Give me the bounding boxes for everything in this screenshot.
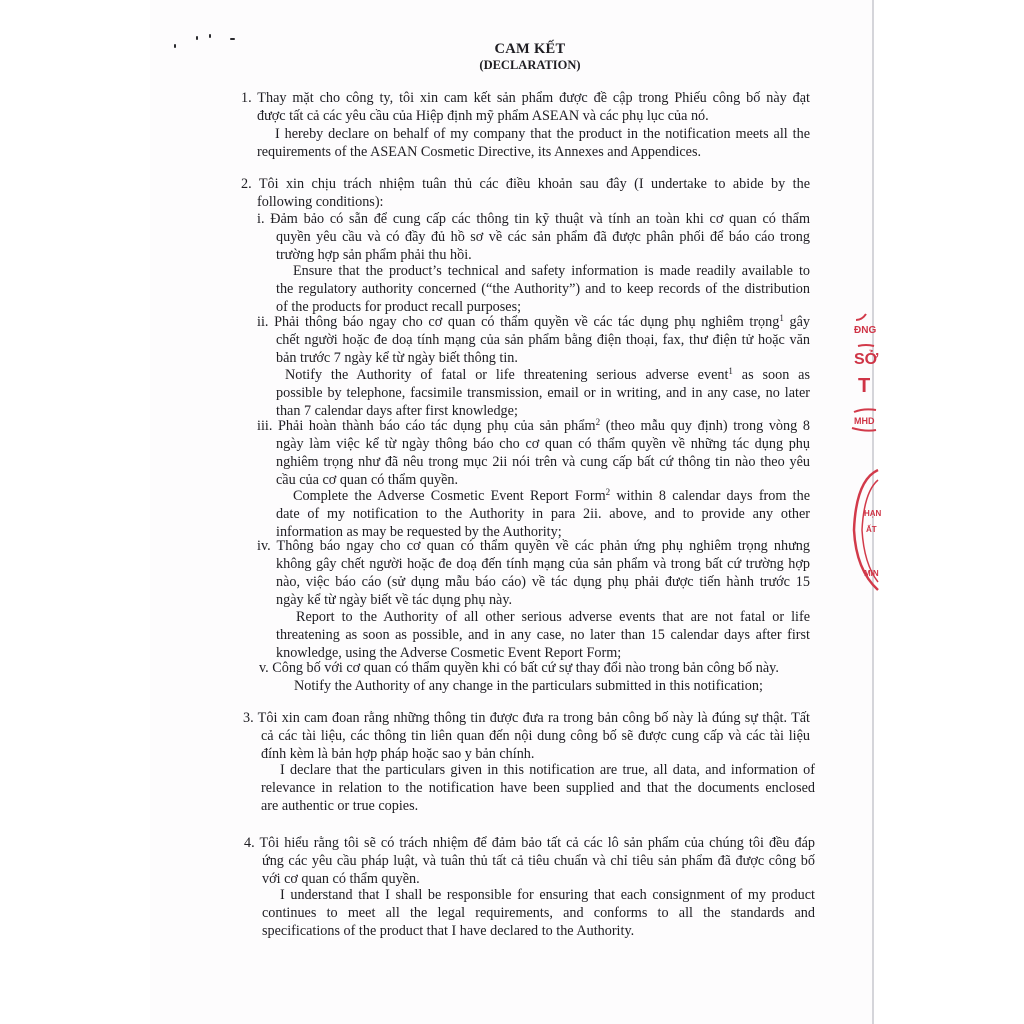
item-i-vn: quyền yêu cầu và có đầy đủ hồ sơ về các sản phẩm đã được phân phối để báo cáo trong (276, 229, 810, 245)
section-1-vn: được tất cả các yêu cầu của Hiệp định mỹ phẩm ASEAN và các phụ lục của nó. (257, 108, 709, 124)
item-i-vn: trường hợp sản phẩm phải thu hồi. (276, 247, 472, 263)
stamp-text: ẤT (866, 525, 877, 534)
section-3-vn: đính kèm là bản hợp pháp hoặc sao y bản chính. (261, 746, 535, 762)
item-i-en: Ensure that the product’s technical and safety information is made readily available to (293, 263, 810, 279)
item-iii-en: information as may be requested by the Authority; (276, 524, 562, 540)
item-ii-vn: bản trước 7 ngày kể từ ngày biết thông tin. (276, 350, 518, 366)
line-text: within 8 calendar days from the (610, 488, 810, 504)
document-title: CAM KẾT (494, 41, 566, 57)
item-ii-vn (257, 313, 810, 331)
section-1-vn: 1. Thay mặt cho công ty, tôi xin cam kết sản phẩm được đề cập trong Phiếu công bố này đạt (241, 90, 810, 106)
section-4-en: continues to meet all the legal requirements, and conforms to all the standards and (262, 905, 815, 921)
item-iii-en (293, 487, 810, 505)
section-3-vn: cả các tài liệu, các thông tin liên quan đến nội dung công bố sẽ được cung cấp và các tài liệu (261, 728, 810, 744)
stamp-text: ĐNG (854, 325, 877, 336)
item-iii-en: date of my notification to the Authority in para 2ii. above, and to provide any other (276, 506, 810, 522)
footnote-mark: 2 (605, 487, 611, 497)
line-text: Complete the Adverse Cosmetic Event Report Form (293, 488, 606, 504)
item-i-en: of the products for product recall purposes; (276, 299, 522, 315)
line-text: as soon as (732, 367, 810, 383)
item-iv-vn: không gây chết người hoặc đe doạ đến tính mạng của sản phẩm và trong bất cứ trường hợp (276, 556, 810, 572)
item-iv-en: threatening as soon as possible, and in any case, no later than 15 calendar days after first (276, 627, 810, 643)
item-ii-en: possible by telephone, facsimile transmission, email or in writing, and in any case, no later (276, 385, 810, 401)
item-iv-en: Report to the Authority of all other serious adverse events that are not fatal or life (296, 609, 810, 625)
item-v-en: Notify the Authority of any change in the particulars submitted in this notification; (294, 678, 763, 694)
section-4-vn: với cơ quan có thẩm quyền. (262, 871, 420, 887)
line-text: ii. Phải thông báo ngay cho cơ quan có thẩm quyền về các tác dụng phụ nghiêm trọng (257, 314, 780, 330)
section-3-vn: 3. Tôi xin cam đoan rằng những thông tin được đưa ra trong bản công bố này là đúng sự thật. Tất (243, 710, 810, 726)
stamp-text: MIN (864, 569, 879, 578)
item-iii-vn (257, 417, 810, 435)
section-3-en: relevance in relation to the notification have been supplied and that the documents enclosed (261, 780, 815, 796)
section-4-vn: 4. Tôi hiểu rằng tôi sẽ có trách nhiệm để đảm bảo tất cả các lô sản phẩm của chúng tôi đều đáp (244, 835, 815, 851)
item-iii-vn: ngày làm việc kể từ ngày thông báo cho cơ quan có thẩm quyền về những tác dụng phụ (276, 436, 810, 452)
section-4-en: I understand that I shall be responsible for ensuring that each consignment of my product (280, 887, 815, 903)
stamp-text: HẠN (864, 509, 882, 518)
item-ii-en (285, 366, 810, 384)
item-iv-vn: nào, việc báo cáo (sử dụng mẫu báo cáo) về tác dụng phụ phải được tiến hành trước 15 (276, 574, 810, 590)
item-ii-vn: chết người hoặc đe doạ tính mạng của sản phẩm bằng điện thoại, fax, thư điện tử hoặc văn (276, 332, 810, 348)
item-ii-en: than 7 calendar days after first knowledge; (276, 403, 518, 419)
section-1-en: requirements of the ASEAN Cosmetic Directive, its Annexes and Appendices. (257, 144, 702, 160)
item-iii-vn: nghiêm trọng như đã nêu trong mục 2ii nói trên và cung cấp bất cứ thông tin nào theo yêu (276, 454, 810, 470)
section-2-intro: 2. Tôi xin chịu trách nhiệm tuân thủ các điều khoản sau đây (I undertake to abide by the (241, 176, 810, 192)
line-text: iii. Phải hoàn thành báo cáo tác dụng phụ của sản phẩm (257, 418, 596, 434)
stamp-text: SỞ (854, 351, 879, 368)
stamp-text: T (858, 375, 871, 397)
item-iv-vn: ngày kể từ ngày biết về tác dụng phụ này. (276, 592, 513, 608)
item-iii-vn: cầu của cơ quan có thẩm quyền. (276, 472, 459, 488)
item-iv-en: knowledge, using the Adverse Cosmetic Event Report Form; (276, 645, 622, 661)
item-v-vn: v. Công bố với cơ quan có thẩm quyền khi có bất cứ sự thay đổi nào trong bản công bố này. (259, 660, 779, 676)
line-text: gây (783, 314, 810, 330)
footnote-mark: 2 (595, 417, 601, 427)
section-4-en: specifications of the product that I have declared to the Authority. (262, 923, 635, 939)
section-3-en: I declare that the particulars given in this notification are true, all data, and information of (280, 762, 815, 778)
line-text: (theo mẫu quy định) trong vòng 8 (600, 418, 810, 434)
item-iv-vn: iv. Thông báo ngay cho cơ quan có thẩm quyền về các phản ứng phụ nghiêm trọng nhưng (257, 538, 810, 554)
footnote-mark: 1 (728, 366, 733, 376)
item-i-vn: i. Đảm bảo có sẵn để cung cấp các thông tin kỹ thuật và tính an toàn khi cơ quan có thẩm (257, 211, 810, 227)
section-3-en: are authentic or true copies. (261, 798, 419, 814)
footnote-mark: 1 (779, 313, 784, 323)
stamp-text: MHD (854, 416, 875, 426)
line-text: Notify the Authority of fatal or life threatening serious adverse event (285, 367, 729, 383)
section-2-intro: following conditions): (257, 194, 384, 210)
item-i-en: the regulatory authority concerned (“the Authority”) and to keep records of the distribution (276, 281, 810, 297)
document-subtitle: (DECLARATION) (479, 58, 581, 72)
section-4-vn: ứng các yêu cầu pháp luật, và tuân thủ tất cả tiêu chuẩn và chỉ tiêu sản phẩm đã được công bố (262, 853, 815, 869)
section-1-en: I hereby declare on behalf of my company that the product in the notification meets all the (275, 126, 810, 142)
